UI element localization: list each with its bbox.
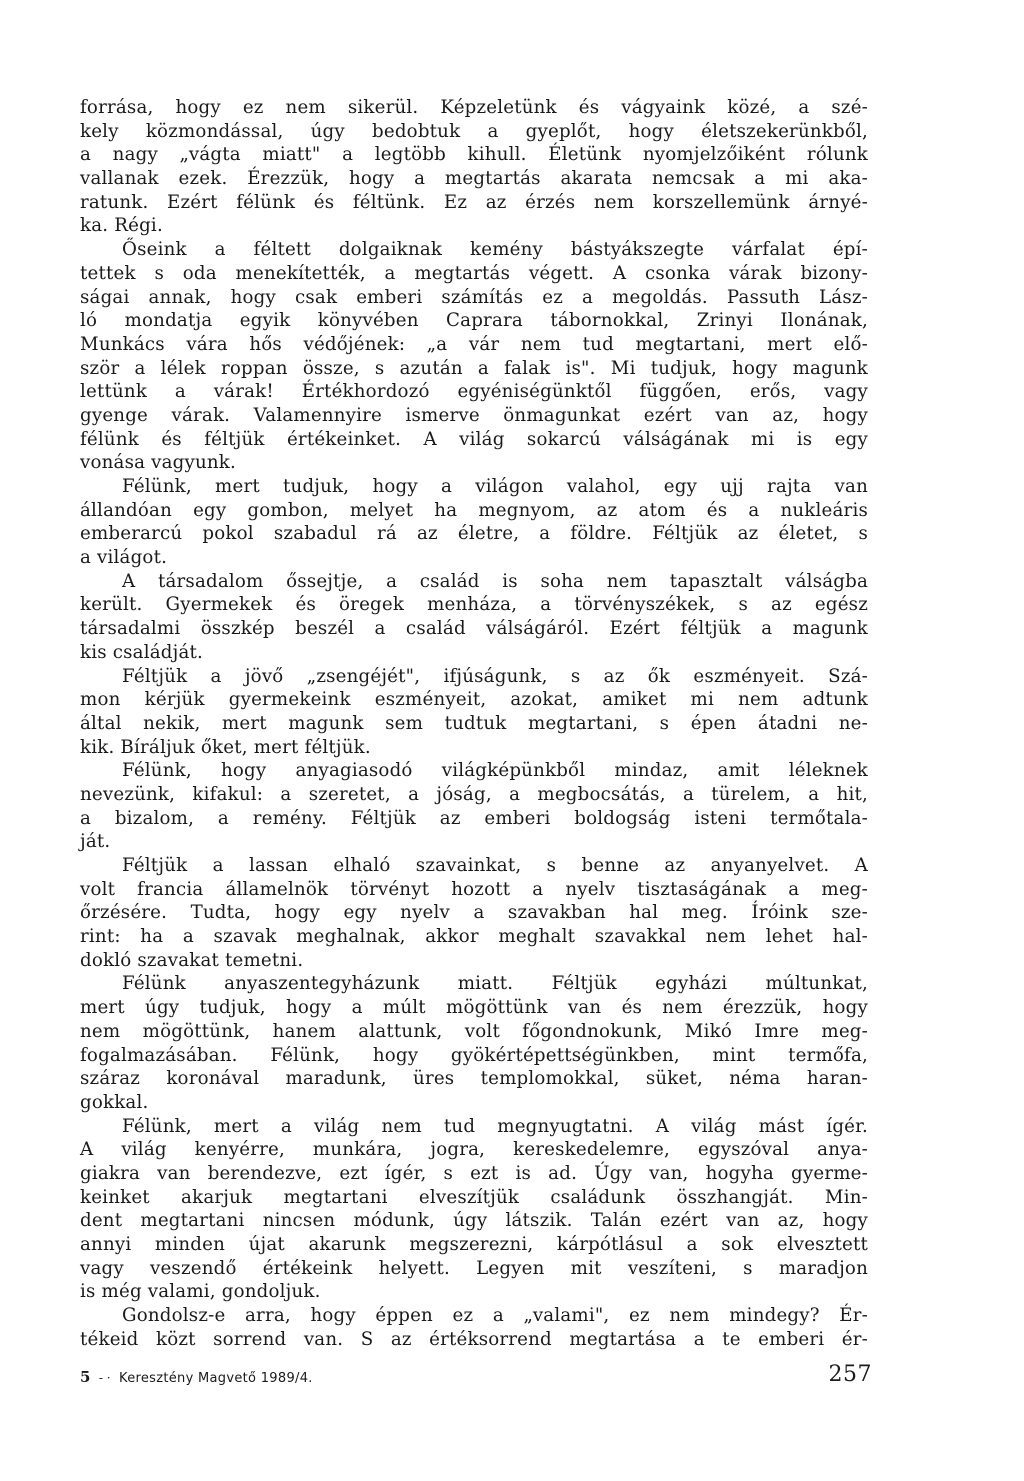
publication-name: Keresztény Magvető 1989/4. [119, 1371, 313, 1386]
body-line: annyi minden újat akarunk megszerezni, kárpótlásul a sok elvesztett [80, 1234, 868, 1255]
signature-number: 5 [80, 1368, 91, 1386]
body-line: félünk és féltjük értékeinket. A világ sokarcú válságának mi is egy [80, 428, 868, 450]
body-line: Őseink a féltett dolgaiknak kemény bástyákszegte várfalat épí- [122, 239, 868, 261]
body-line: A világ kenyérre, munkára, jogra, kereskedelemre, egyszóval anya- [80, 1139, 868, 1161]
body-line: száraz koronával maradunk, üres templomokkal, süket, néma haran- [80, 1068, 868, 1090]
body-line: kik. Bíráljuk őket, mert féltjük. [80, 736, 371, 758]
body-line: mert úgy tudjuk, hogy a múlt mögöttünk van és nem érezzük, hogy [80, 997, 868, 1019]
body-line: lettünk a várak! Értékhordozó egyéniségünktől függően, erős, vagy [80, 381, 868, 403]
body-line: Gondolsz-e arra, hogy éppen ez a „valami", ez nem mindegy? Ér- [122, 1305, 868, 1327]
body-line: a nagy „vágta miatt" a legtöbb kihull. Életünk nyomjelzőiként rólunk [80, 144, 868, 166]
body-line: mon kérjük gyermekeink eszményeit, azokat, amiket mi nem adtunk [80, 689, 868, 711]
body-line: kely közmondással, úgy bedobtuk a gyeplőt, hogy életszekerünkből, [80, 120, 868, 142]
body-line: által nekik, mert magunk sem tudtuk megtartani, s épen átadni ne- [80, 712, 868, 734]
body-line: tettek s oda menekítették, a megtartás végett. A csonka várak bizony- [80, 262, 868, 284]
body-line: vallanak ezek. Érezzük, hogy a megtartás akarata nemcsak a mi aka- [80, 168, 868, 190]
body-line: társadalmi összkép beszél a család válságáról. Ezért féltjük a magunk [80, 618, 868, 640]
body-line: is még valami, gondoljuk. [80, 1281, 321, 1303]
body-line: ságai annak, hogy csak emberi számítás ez a megoldás. Passuth Lász- [80, 286, 868, 308]
body-line: ját. [80, 831, 111, 853]
article-body [80, 96, 868, 1351]
body-line: ratunk. Ezért félünk és féltünk. Ez az érzés nem korszellemünk árnyé- [80, 191, 868, 213]
body-line: emberarcú pokol szabadul rá az életre, a földre. Féltjük az életet, s [80, 523, 868, 545]
body-line: vagy veszendő értékeink helyett. Legyen mit veszíteni, s maradjon [80, 1257, 868, 1279]
body-line: gyenge várak. Valamennyire ismerve önmagunkat ezért van az, hogy [80, 404, 868, 426]
body-line: A társadalom őssejtje, a család is soha nem tapasztalt válságba [122, 570, 868, 592]
body-line: ló mondatja egyik könyvében Caprara tábornokkal, Zrinyi Ilonának, [80, 310, 868, 332]
body-line: gokkal. [80, 1091, 149, 1113]
body-line: őrzésére. Tudta, hogy egy nyelv a szavakban hal meg. Íróink sze- [80, 902, 868, 924]
body-line: Félünk, mert a világ nem tud megnyugtatni. A világ mást ígér. [122, 1115, 868, 1137]
body-line: Munkács vára hős védőjének: „a vár nem tud megtartani, mert elő- [80, 333, 868, 355]
body-line: Féltjük a jövő „zsengéjét", ifjúságunk, s az ők eszményeit. Szá- [122, 665, 868, 687]
body-line: került. Gyermekek és öregek menháza, a törvényszékek, s az egész [80, 594, 868, 616]
body-line: giakra van berendezve, ezt ígér, s ezt is ad. Úgy van, hogyha gyerme- [80, 1162, 868, 1184]
body-line: a bizalom, a remény. Féltjük az emberi boldogság isteni termőtala- [80, 807, 868, 829]
body-line: tékeid közt sorrend van. S az értéksorrend megtartása a te emberi ér- [80, 1328, 868, 1350]
body-line: Féltjük a lassan elhaló szavainkat, s benne az anyanyelvet. A [122, 855, 868, 876]
body-line: dent megtartani nincsen módunk, úgy látszik. Talán ezért van az, hogy [80, 1210, 868, 1232]
page-footer [80, 1364, 872, 1388]
body-line: állandóan egy gombon, melyet ha megnyom, az atom és a nukleáris [80, 499, 868, 521]
body-line: dokló szavakat temetni. [80, 949, 304, 971]
body-line: vonása vagyunk. [80, 452, 237, 474]
body-line: Félünk, hogy anyagiasodó világképünkből mindaz, amit léleknek [122, 760, 868, 782]
body-line: forrása, hogy ez nem sikerül. Képzeletünk és vágyaink közé, a szé- [80, 97, 868, 118]
body-line: ször a lélek roppan össze, s azután a falak is". Mi tudjuk, hogy magunk [80, 357, 868, 379]
body-line: volt francia államelnök törvényt hozott a nyelv tisztaságának a meg- [80, 878, 868, 900]
body-line: kis családját. [80, 641, 203, 663]
body-line: fogalmazásában. Félünk, hogy gyökértépettségünkben, mint termőfa, [80, 1044, 868, 1066]
body-line: rint: ha a szavak meghalnak, akkor meghalt szavakkal nem lehet hal- [80, 926, 868, 948]
body-line: nevezünk, kifakul: a szeretet, a jóság, a megbocsátás, a türelem, a hit, [80, 783, 868, 805]
body-line: keinket akarjuk megtartani elveszítjük családunk összhangját. Min- [80, 1186, 868, 1208]
footer-separator: - · [98, 1371, 111, 1385]
page-number: 257 [828, 1362, 872, 1387]
footer-source [80, 1368, 313, 1386]
body-line: Félünk anyaszentegyházunk miatt. Féltjük egyházi múltunkat, [122, 973, 868, 995]
body-line: ka. Régi. [80, 215, 163, 237]
body-line: Félünk, mert tudjuk, hogy a világon valahol, egy ujj rajta van [122, 476, 868, 497]
body-line: a világot. [80, 547, 168, 569]
body-line: nem mögöttünk, hanem alattunk, volt főgondnokunk, Mikó Imre meg- [80, 1020, 868, 1042]
